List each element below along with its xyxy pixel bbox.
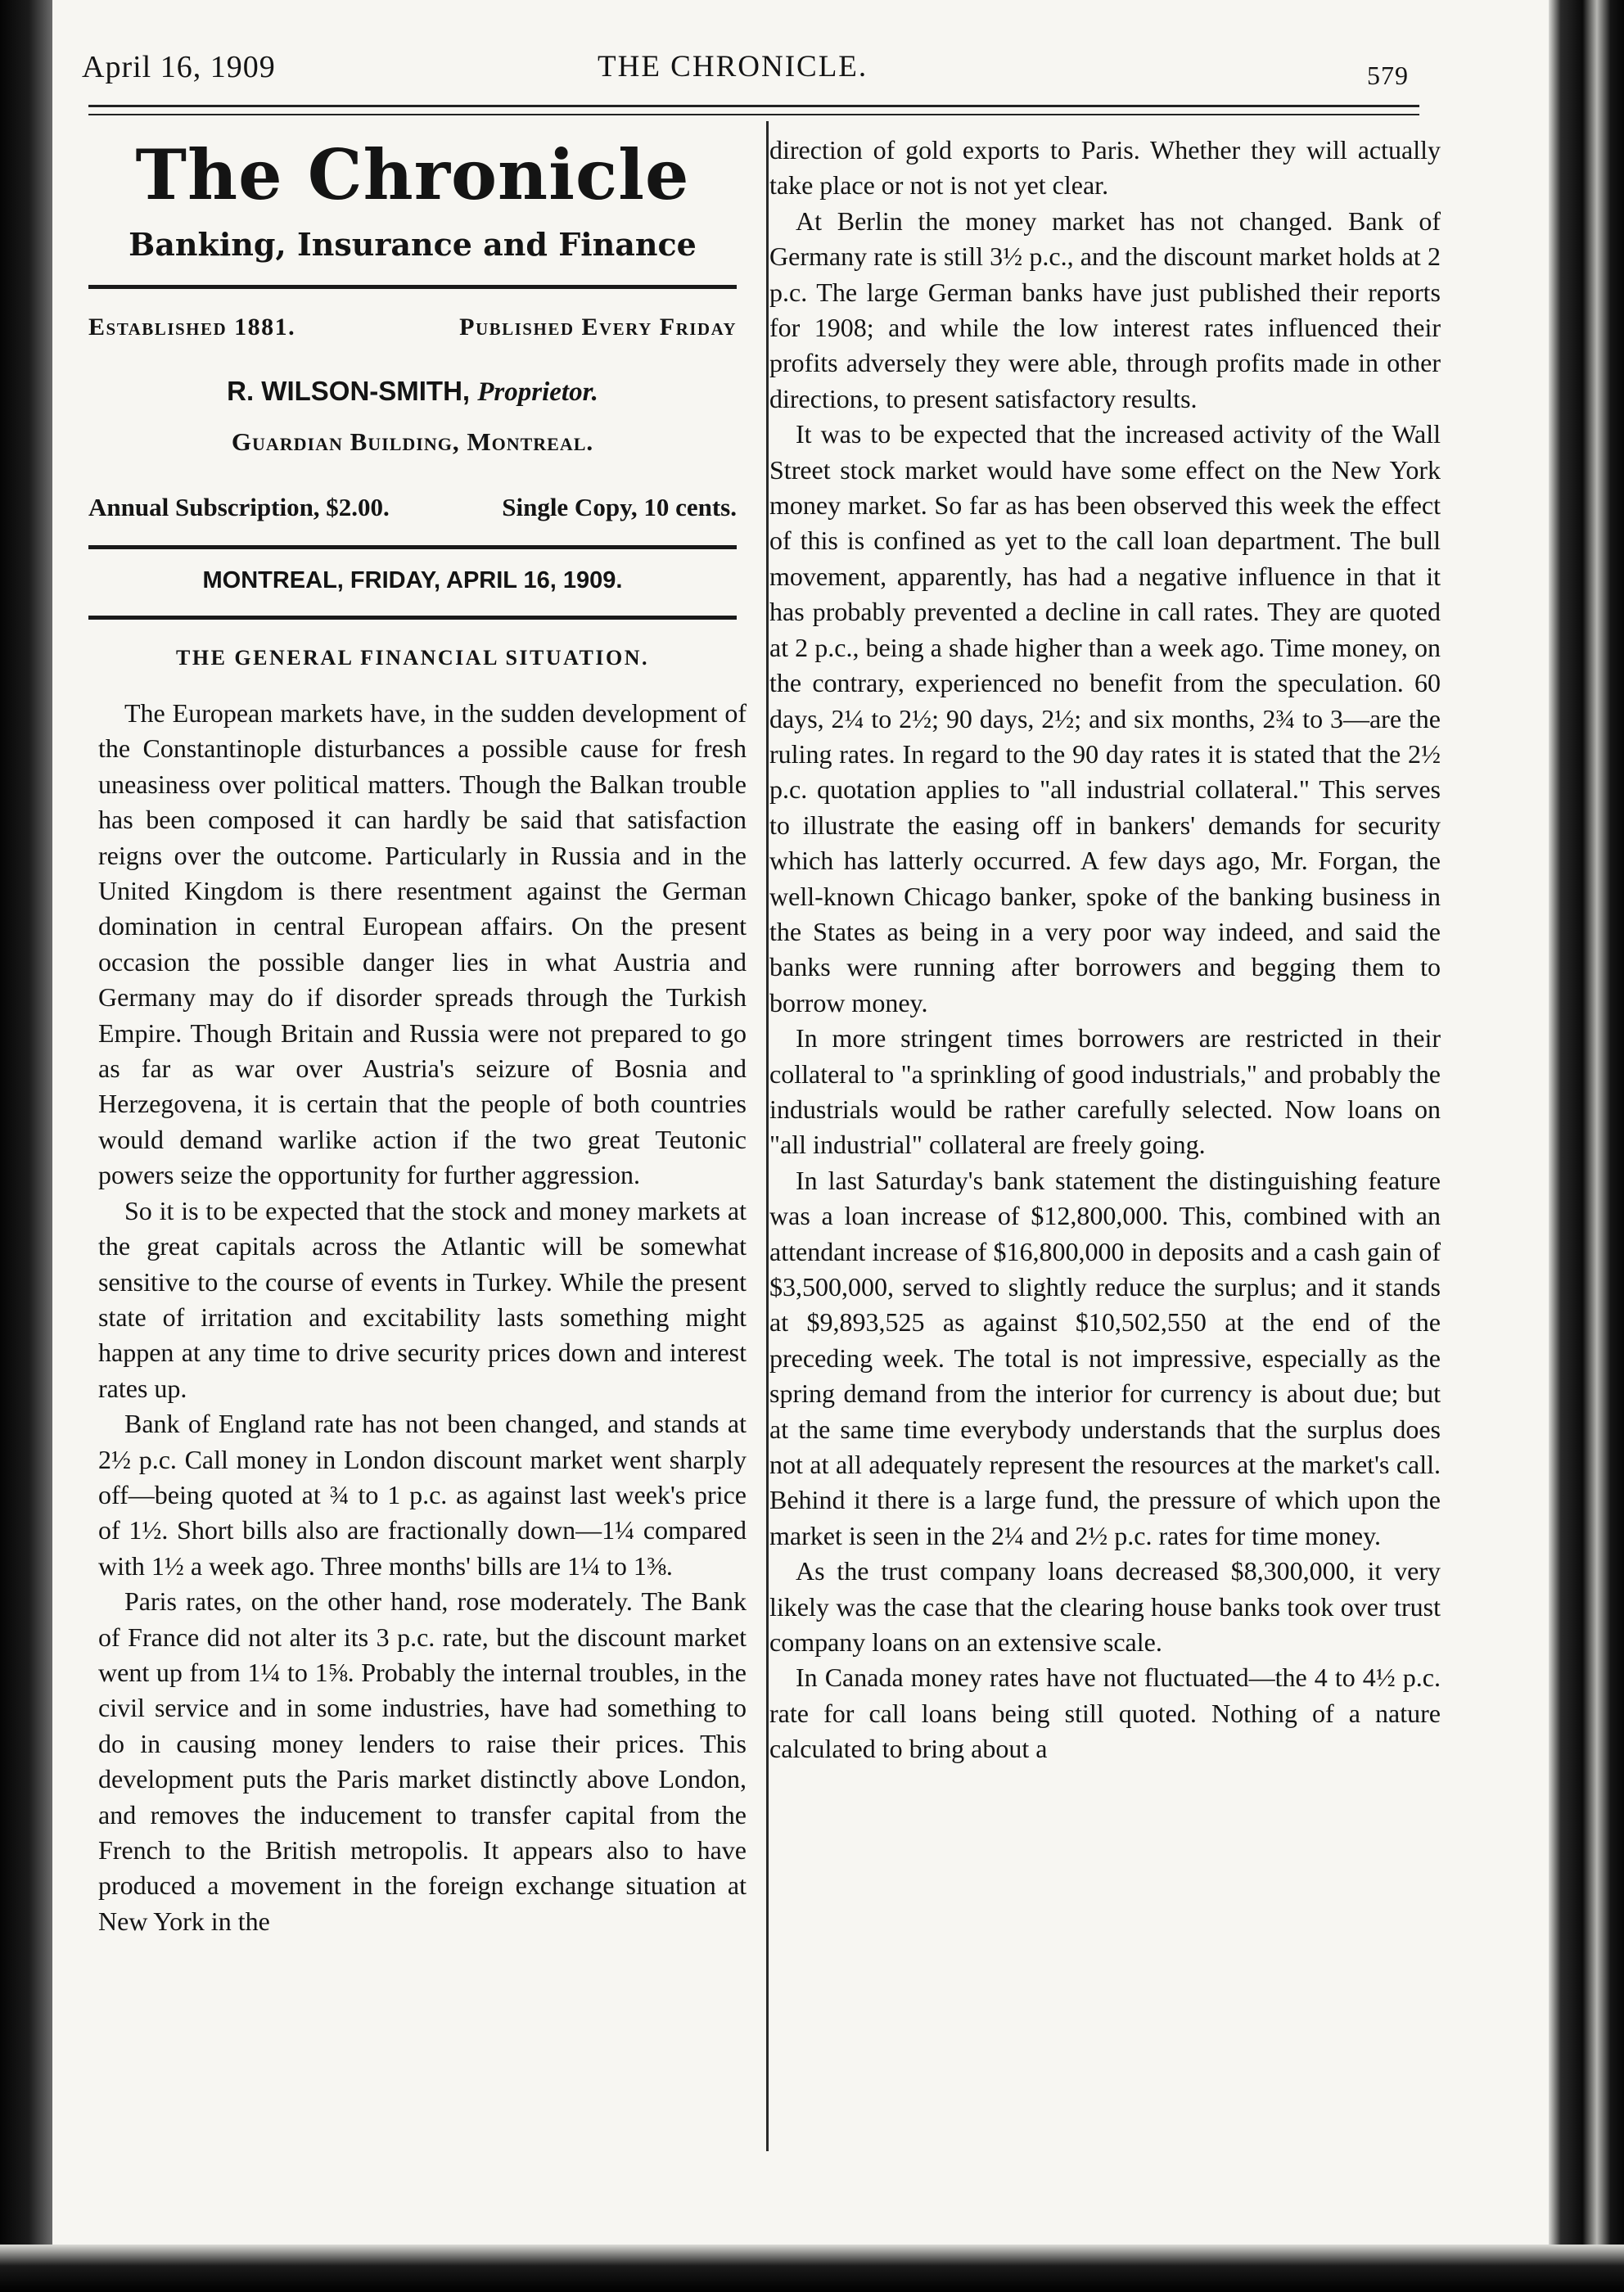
- dateline: MONTREAL, FRIDAY, APRIL 16, 1909.: [202, 567, 623, 593]
- paragraph: The European markets have, in the sudden development of the Constantinople disturbances a possible cause for fresh uneasiness over political matters. Though the Balkan trouble has been composed it can hardly be said that satisfaction reigns over the outcome. Particularly in Russia and in the United Kingdom is there resentment against the German domination in central European affairs. On the present occasion the possible danger lies in what Austria and Germany may do if disorder spreads through the Turkish Empire. Though Britain and Russia were not prepared to go as far as war over Austria's seizure of Bosnia and Herzegovena, it is certain that the people of both countries would demand warlike action if the two great Teutonic powers seize the opportunity for further aggression.: [98, 698, 747, 1190]
- column-divider: [766, 121, 769, 2151]
- header-double-rule: [88, 105, 1419, 115]
- right-column: [769, 133, 1441, 1767]
- paragraph: In last Saturday's bank statement the distinguishing feature was a loan increase of $12,800,000. This, combined with an attendant increase of $16,800,000 in deposits and a cash gain of $3,500,000, served to slightly reduce the surplus; and it stands at $9,893,525 as against $10,502,550 at the end of the preceding week. The total is not impressive, especially as the spring demand from the interior for currency is about due; but at the same time everybody understands that the surplus does not at all adequately represent the resources at the market's call. Behind it there is a large fund, the pressure of which upon the market is seen in the 2¼ and 2½ p.c. rates for time money.: [769, 1165, 1441, 1550]
- masthead-rule-middle: [88, 545, 737, 549]
- journal-name: THE CHRONICLE.: [598, 50, 868, 83]
- publication-line: [88, 314, 737, 341]
- proprietor-name: R. WILSON-SMITH,: [227, 376, 471, 406]
- paragraph: In more stringent times borrowers are restricted in their collateral to "a sprinkling of good industrials," and probably the industrials would be rather carefully selected. Now loans on "all industrial" collateral are freely going.: [769, 1023, 1441, 1160]
- running-head: [82, 43, 1424, 100]
- paragraph-continued: direction of gold exports to Paris. Whether they will actually take place or not is not yet clear.: [769, 135, 1441, 201]
- paragraph: Bank of England rate has not been changed, and stands at 2½ p.c. Call money in London discount market went sharply off—being quoted at ¾ to 1 p.c. as against last week's price of 1½. Short bills also are fractionally down—1¼ compared with 1½ a week ago. Three months' bills are 1¼ to 1⅜.: [98, 1409, 747, 1581]
- issue-date: April 16, 1909: [82, 50, 276, 84]
- published-text: Published Every Friday: [459, 314, 737, 341]
- page-number: 579: [1367, 61, 1409, 90]
- paragraph: So it is to be expected that the stock and money markets at the great capitals across the Atlantic will be somewhat sensitive to the course of events in Turkey. While the present state of irritation and excitability lasts something might happen at any time to drive security prices down and interest rates up.: [98, 1195, 747, 1403]
- paragraph: As the trust company loans decreased $8,300,000, it very likely was the case that the clearing house banks took over trust company loans on an extensive scale.: [769, 1556, 1441, 1658]
- paragraph: In Canada money rates have not fluctuated—the 4 to 4½ p.c. rate for call loans being still quoted. Nothing of a nature calculated to bring about a: [769, 1663, 1441, 1764]
- proprietor-role: Proprietor.: [477, 377, 598, 407]
- paragraph: It was to be expected that the increased activity of the Wall Street stock market would have some effect on the New York money market. So far as has been observed this week the effect of this is confined as yet to the call loan department. The bull movement, apparently, has had a negative influence in that it has probably prevented a decline in call rates. They are quoted at 2 p.c., being a shade higher than a week ago. Time money, on the contrary, experienced no benefit from the speculation. 60 days, 2¼ to 2½; 90 days, 2½; and six months, 2¾ to 3—are the ruling rates. In regard to the 90 day rates it is stated that the 2½ p.c. quotation applies to "all industrial collateral." This serves to illustrate the easing off in bankers' demands for security which has latterly occurred. A few days ago, Mr. Forgan, the well-known Chicago banker, spoke of the banking business in the States as being in a very poor way indeed, and said the banks were running after borrowers and begging them to borrow money.: [769, 419, 1441, 1017]
- page-edge-shadow-bottom: [0, 2245, 1624, 2292]
- left-column: [98, 696, 747, 1939]
- single-copy-price: Single Copy, 10 cents.: [502, 493, 737, 521]
- masthead-subtitle: Banking, Insurance and Finance: [129, 226, 697, 263]
- masthead-rule-top: [88, 285, 737, 289]
- page-edge-shadow-left: [0, 0, 52, 2292]
- office-address: Guardian Building, Montreal.: [231, 427, 594, 456]
- article-title: THE GENERAL FINANCIAL SITUATION.: [176, 646, 649, 670]
- annual-subscription: Annual Subscription, $2.00.: [88, 493, 390, 521]
- subscription-line: [88, 493, 737, 522]
- masthead: [88, 129, 737, 670]
- proprietor-line: [88, 376, 737, 408]
- masthead-title: The Chronicle: [135, 134, 690, 215]
- paragraph: Paris rates, on the other hand, rose moderately. The Bank of France did not alter its 3 p.c. rate, but the discount market went up from 1¼ to 1⅝. Probably the internal troubles, in the civil service and in some industries, have had something to do in causing money lenders to raise their prices. This development puts the Paris market distinctly above London, and removes the inducement to transfer capital from the French to the British metropolis. It appears also to have produced a movement in the foreign exchange situation at New York in the: [98, 1586, 747, 1936]
- paragraph: At Berlin the money market has not changed. Bank of Germany rate is still 3½ p.c., and the discount market holds at 2 p.c. The large German banks have just published their reports for 1908; and while the low interest rates influenced their profits adversely they were able, through profits made in other directions, to present satisfactory results.: [769, 205, 1441, 413]
- page-edge-shadow-right: [1549, 0, 1624, 2292]
- established-text: Established 1881.: [88, 314, 296, 341]
- masthead-rule-bottom: [88, 616, 737, 620]
